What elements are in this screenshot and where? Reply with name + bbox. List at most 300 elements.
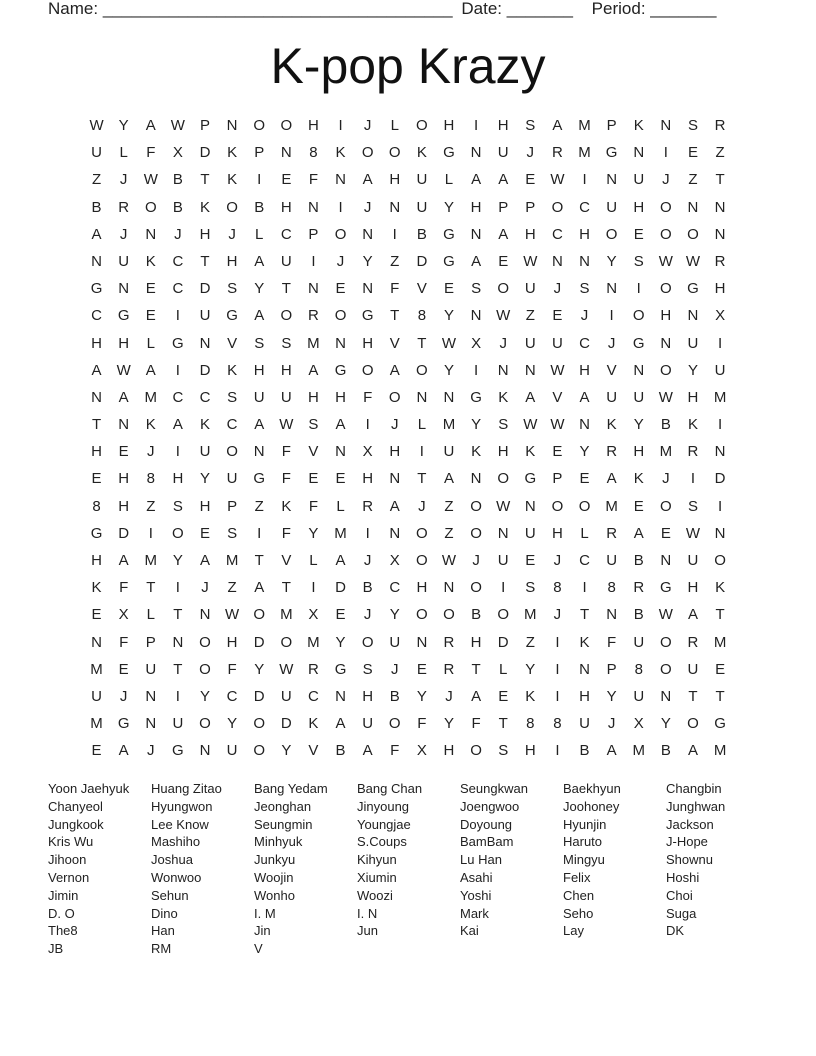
- grid-cell[interactable]: U: [280, 687, 292, 705]
- grid-cell[interactable]: O: [388, 715, 401, 733]
- grid-cell[interactable]: K: [579, 633, 590, 651]
- grid-cell[interactable]: A: [172, 416, 183, 434]
- grid-cell[interactable]: N: [145, 715, 157, 733]
- grid-cell[interactable]: C: [172, 252, 184, 270]
- grid-cell[interactable]: F: [363, 388, 373, 406]
- grid-cell[interactable]: R: [687, 443, 699, 461]
- grid-cell[interactable]: H: [308, 117, 319, 134]
- grid-cell[interactable]: U: [443, 443, 455, 461]
- grid-cell[interactable]: Z: [444, 497, 454, 515]
- grid-cell[interactable]: I: [365, 524, 370, 542]
- grid-cell[interactable]: Y: [525, 660, 536, 678]
- grid-cell[interactable]: J: [662, 171, 670, 189]
- grid-cell[interactable]: L: [417, 416, 427, 434]
- grid-cell[interactable]: X: [172, 144, 183, 162]
- grid-cell[interactable]: O: [199, 660, 211, 678]
- grid-cell[interactable]: H: [443, 742, 455, 760]
- grid-cell[interactable]: F: [308, 497, 319, 515]
- grid-cell[interactable]: N: [145, 225, 157, 243]
- grid-cell[interactable]: U: [497, 144, 509, 162]
- grid-cell[interactable]: E: [633, 497, 644, 515]
- grid-cell[interactable]: G: [90, 280, 103, 298]
- grid-cell[interactable]: P: [254, 144, 265, 162]
- grid-cell[interactable]: D: [199, 280, 211, 298]
- grid-cell[interactable]: D: [199, 361, 211, 379]
- grid-cell[interactable]: Z: [390, 252, 400, 270]
- grid-cell[interactable]: Y: [199, 470, 210, 488]
- grid-cell[interactable]: B: [660, 742, 671, 760]
- grid-cell[interactable]: J: [228, 225, 236, 243]
- grid-cell[interactable]: N: [389, 524, 401, 542]
- grid-cell[interactable]: O: [605, 225, 618, 243]
- grid-cell[interactable]: J: [445, 687, 453, 705]
- grid-cell[interactable]: F: [119, 579, 129, 597]
- grid-cell[interactable]: U: [362, 715, 374, 733]
- grid-cell[interactable]: I: [175, 687, 180, 705]
- grid-cell[interactable]: S: [525, 117, 536, 134]
- grid-cell[interactable]: A: [118, 552, 129, 569]
- grid-cell[interactable]: U: [416, 198, 428, 216]
- grid-cell[interactable]: N: [389, 470, 401, 488]
- grid-cell[interactable]: 8: [553, 715, 562, 733]
- grid-cell[interactable]: H: [579, 361, 590, 379]
- grid-cell[interactable]: M: [90, 660, 103, 678]
- grid-cell[interactable]: N: [308, 280, 319, 298]
- grid-cell[interactable]: L: [336, 497, 345, 515]
- grid-cell[interactable]: J: [580, 307, 589, 325]
- grid-cell[interactable]: K: [281, 497, 292, 515]
- grid-cell[interactable]: S: [579, 280, 590, 298]
- grid-cell[interactable]: Y: [254, 280, 265, 298]
- grid-cell[interactable]: A: [389, 497, 400, 515]
- grid-cell[interactable]: 8: [607, 579, 616, 597]
- grid-cell[interactable]: M: [90, 715, 103, 733]
- grid-cell[interactable]: N: [714, 225, 726, 243]
- grid-cell[interactable]: S: [525, 579, 536, 597]
- grid-cell[interactable]: N: [416, 633, 428, 651]
- grid-cell[interactable]: Y: [416, 687, 427, 705]
- grid-cell[interactable]: D: [714, 470, 726, 488]
- grid-cell[interactable]: O: [551, 198, 564, 216]
- grid-cell[interactable]: E: [443, 280, 454, 298]
- grid-cell[interactable]: S: [633, 252, 644, 270]
- grid-cell[interactable]: Y: [254, 660, 265, 678]
- grid-cell[interactable]: A: [362, 742, 373, 760]
- grid-cell[interactable]: U: [633, 388, 645, 406]
- grid-cell[interactable]: A: [687, 742, 698, 760]
- grid-cell[interactable]: H: [280, 361, 292, 379]
- grid-cell[interactable]: B: [633, 606, 644, 624]
- grid-cell[interactable]: J: [391, 416, 399, 434]
- grid-cell[interactable]: K: [199, 198, 210, 216]
- grid-cell[interactable]: N: [551, 252, 563, 270]
- grid-cell[interactable]: H: [497, 117, 509, 134]
- grid-cell[interactable]: H: [714, 280, 726, 298]
- grid-cell[interactable]: 8: [553, 579, 562, 597]
- grid-cell[interactable]: Y: [579, 443, 590, 461]
- grid-cell[interactable]: V: [308, 742, 319, 760]
- grid-cell[interactable]: Y: [389, 606, 400, 624]
- grid-cell[interactable]: N: [145, 687, 157, 705]
- grid-cell[interactable]: J: [147, 742, 155, 760]
- grid-cell[interactable]: S: [308, 416, 319, 434]
- grid-cell[interactable]: C: [91, 307, 102, 325]
- grid-cell[interactable]: W: [89, 117, 104, 134]
- grid-cell[interactable]: N: [470, 470, 482, 488]
- grid-cell[interactable]: Y: [606, 252, 617, 270]
- grid-cell[interactable]: N: [524, 497, 536, 515]
- grid-cell[interactable]: D: [199, 144, 211, 162]
- grid-cell[interactable]: I: [148, 524, 153, 542]
- grid-cell[interactable]: B: [91, 198, 102, 216]
- grid-cell[interactable]: 8: [309, 144, 318, 162]
- grid-cell[interactable]: J: [119, 225, 128, 243]
- grid-cell[interactable]: N: [335, 443, 346, 461]
- grid-cell[interactable]: W: [441, 334, 457, 352]
- grid-cell[interactable]: Y: [308, 524, 319, 542]
- grid-cell[interactable]: N: [226, 117, 238, 134]
- grid-cell[interactable]: H: [687, 579, 699, 597]
- grid-cell[interactable]: K: [687, 416, 698, 434]
- grid-cell[interactable]: O: [497, 280, 510, 298]
- grid-cell[interactable]: C: [579, 198, 590, 216]
- grid-cell[interactable]: R: [443, 633, 455, 651]
- grid-cell[interactable]: O: [361, 633, 374, 651]
- grid-cell[interactable]: C: [579, 552, 590, 569]
- grid-cell[interactable]: W: [523, 252, 538, 270]
- grid-cell[interactable]: P: [145, 633, 156, 651]
- grid-cell[interactable]: O: [551, 497, 564, 515]
- grid-cell[interactable]: T: [417, 334, 427, 352]
- grid-cell[interactable]: I: [555, 633, 560, 651]
- grid-cell[interactable]: I: [311, 252, 316, 270]
- grid-cell[interactable]: O: [660, 660, 672, 678]
- grid-cell[interactable]: X: [308, 606, 319, 624]
- grid-cell[interactable]: Y: [335, 633, 346, 651]
- grid-cell[interactable]: X: [471, 334, 482, 352]
- grid-cell[interactable]: L: [146, 334, 155, 352]
- grid-cell[interactable]: G: [172, 742, 184, 760]
- grid-cell[interactable]: H: [633, 198, 645, 216]
- grid-cell[interactable]: K: [633, 470, 644, 488]
- name-field[interactable]: [48, 0, 453, 18]
- grid-cell[interactable]: G: [117, 715, 130, 733]
- grid-cell[interactable]: E: [552, 307, 563, 325]
- grid-cell[interactable]: U: [91, 144, 102, 162]
- grid-cell[interactable]: N: [470, 144, 482, 162]
- grid-cell[interactable]: H: [91, 334, 102, 352]
- grid-cell[interactable]: J: [418, 497, 426, 515]
- grid-cell[interactable]: M: [144, 388, 158, 406]
- grid-cell[interactable]: O: [172, 524, 184, 542]
- grid-cell[interactable]: K: [715, 579, 726, 597]
- grid-cell[interactable]: O: [470, 742, 482, 760]
- grid-cell[interactable]: P: [199, 117, 210, 134]
- grid-cell[interactable]: N: [389, 198, 401, 216]
- grid-cell[interactable]: S: [687, 117, 698, 134]
- grid-cell[interactable]: O: [226, 198, 238, 216]
- grid-cell[interactable]: K: [471, 443, 482, 461]
- grid-cell[interactable]: J: [499, 334, 507, 352]
- grid-cell[interactable]: N: [633, 361, 645, 379]
- grid-cell[interactable]: N: [660, 117, 672, 134]
- grid-cell[interactable]: T: [715, 687, 725, 705]
- grid-cell[interactable]: B: [335, 742, 346, 760]
- grid-cell[interactable]: M: [307, 633, 320, 651]
- grid-cell[interactable]: N: [606, 171, 618, 189]
- grid-cell[interactable]: G: [90, 524, 103, 542]
- grid-cell[interactable]: O: [388, 388, 401, 406]
- grid-cell[interactable]: A: [498, 225, 509, 243]
- grid-cell[interactable]: C: [226, 687, 238, 705]
- grid-cell[interactable]: I: [175, 579, 180, 597]
- grid-cell[interactable]: C: [551, 225, 563, 243]
- grid-cell[interactable]: E: [416, 660, 427, 678]
- grid-cell[interactable]: T: [173, 606, 183, 624]
- grid-cell[interactable]: U: [280, 252, 292, 270]
- grid-cell[interactable]: H: [362, 687, 374, 705]
- grid-cell[interactable]: O: [253, 117, 266, 134]
- grid-cell[interactable]: L: [119, 144, 128, 162]
- grid-cell[interactable]: A: [606, 470, 617, 488]
- grid-cell[interactable]: O: [226, 443, 238, 461]
- grid-cell[interactable]: W: [279, 416, 294, 434]
- grid-cell[interactable]: A: [579, 388, 590, 406]
- grid-cell[interactable]: T: [579, 606, 590, 624]
- grid-cell[interactable]: K: [91, 579, 102, 597]
- grid-cell[interactable]: R: [687, 633, 699, 651]
- grid-cell[interactable]: X: [633, 715, 644, 733]
- grid-cell[interactable]: M: [144, 552, 158, 569]
- grid-cell[interactable]: T: [200, 171, 210, 189]
- grid-cell[interactable]: G: [524, 470, 537, 488]
- grid-cell[interactable]: A: [606, 742, 617, 760]
- grid-cell[interactable]: I: [582, 171, 587, 189]
- grid-cell[interactable]: W: [550, 361, 565, 379]
- grid-cell[interactable]: F: [281, 470, 291, 488]
- grid-cell[interactable]: R: [606, 524, 618, 542]
- grid-cell[interactable]: P: [498, 198, 509, 216]
- grid-cell[interactable]: B: [633, 552, 644, 569]
- grid-cell[interactable]: E: [335, 280, 346, 298]
- grid-cell[interactable]: Z: [715, 144, 725, 162]
- grid-cell[interactable]: X: [416, 742, 427, 760]
- grid-cell[interactable]: I: [555, 742, 560, 760]
- grid-cell[interactable]: U: [280, 388, 292, 406]
- grid-cell[interactable]: H: [579, 687, 590, 705]
- grid-cell[interactable]: N: [470, 225, 482, 243]
- grid-cell[interactable]: A: [254, 252, 265, 270]
- grid-cell[interactable]: I: [392, 225, 397, 243]
- grid-cell[interactable]: U: [416, 171, 428, 189]
- grid-cell[interactable]: F: [390, 742, 400, 760]
- grid-cell[interactable]: G: [605, 144, 618, 162]
- grid-cell[interactable]: M: [225, 552, 239, 569]
- grid-cell[interactable]: J: [526, 144, 535, 162]
- grid-cell[interactable]: P: [606, 660, 617, 678]
- grid-cell[interactable]: C: [172, 280, 184, 298]
- grid-cell[interactable]: U: [606, 552, 618, 569]
- grid-cell[interactable]: I: [311, 579, 316, 597]
- grid-cell[interactable]: H: [660, 307, 672, 325]
- grid-cell[interactable]: Y: [660, 715, 671, 733]
- grid-cell[interactable]: O: [470, 524, 482, 542]
- grid-cell[interactable]: G: [226, 307, 238, 325]
- grid-cell[interactable]: Z: [146, 497, 156, 515]
- grid-cell[interactable]: E: [335, 470, 346, 488]
- grid-cell[interactable]: W: [116, 361, 131, 379]
- grid-cell[interactable]: E: [91, 742, 102, 760]
- grid-cell[interactable]: O: [660, 198, 672, 216]
- grid-cell[interactable]: N: [416, 388, 428, 406]
- grid-cell[interactable]: I: [175, 361, 180, 379]
- grid-cell[interactable]: A: [118, 388, 129, 406]
- grid-cell[interactable]: Y: [172, 552, 183, 569]
- grid-cell[interactable]: M: [578, 144, 591, 162]
- grid-cell[interactable]: O: [416, 606, 428, 624]
- grid-cell[interactable]: F: [607, 633, 617, 651]
- grid-cell[interactable]: V: [416, 280, 427, 298]
- grid-cell[interactable]: L: [309, 552, 318, 569]
- grid-cell[interactable]: X: [715, 307, 726, 325]
- grid-cell[interactable]: U: [606, 388, 618, 406]
- grid-cell[interactable]: W: [143, 171, 158, 189]
- grid-cell[interactable]: Y: [606, 687, 617, 705]
- grid-cell[interactable]: E: [715, 660, 726, 678]
- grid-cell[interactable]: E: [118, 660, 129, 678]
- grid-cell[interactable]: A: [335, 416, 346, 434]
- grid-cell[interactable]: T: [281, 579, 291, 597]
- grid-cell[interactable]: T: [715, 606, 725, 624]
- grid-cell[interactable]: O: [497, 606, 510, 624]
- grid-cell[interactable]: U: [389, 633, 401, 651]
- grid-cell[interactable]: P: [308, 225, 319, 243]
- grid-cell[interactable]: R: [606, 443, 618, 461]
- grid-cell[interactable]: K: [633, 117, 644, 134]
- grid-cell[interactable]: N: [280, 144, 292, 162]
- grid-cell[interactable]: G: [714, 715, 726, 733]
- grid-cell[interactable]: W: [658, 252, 673, 270]
- grid-cell[interactable]: N: [443, 579, 455, 597]
- grid-cell[interactable]: C: [389, 579, 401, 597]
- grid-cell[interactable]: I: [690, 470, 696, 488]
- grid-cell[interactable]: 8: [92, 497, 101, 515]
- grid-cell[interactable]: L: [390, 117, 399, 134]
- grid-cell[interactable]: O: [361, 361, 374, 379]
- grid-cell[interactable]: K: [145, 416, 156, 434]
- grid-cell[interactable]: W: [685, 252, 701, 270]
- grid-cell[interactable]: U: [524, 334, 536, 352]
- grid-cell[interactable]: V: [281, 552, 292, 569]
- grid-cell[interactable]: G: [687, 280, 699, 298]
- grid-cell[interactable]: Z: [688, 171, 698, 189]
- grid-cell[interactable]: W: [225, 606, 240, 624]
- grid-cell[interactable]: W: [550, 171, 565, 189]
- grid-cell[interactable]: I: [175, 307, 180, 325]
- grid-cell[interactable]: E: [498, 687, 509, 705]
- grid-cell[interactable]: W: [170, 117, 185, 134]
- grid-cell[interactable]: Y: [362, 252, 373, 270]
- grid-cell[interactable]: S: [687, 497, 698, 515]
- grid-cell[interactable]: N: [714, 443, 726, 461]
- grid-cell[interactable]: T: [91, 416, 102, 434]
- grid-cell[interactable]: H: [118, 470, 130, 488]
- grid-cell[interactable]: E: [145, 280, 156, 298]
- grid-cell[interactable]: A: [145, 117, 156, 134]
- grid-cell[interactable]: P: [227, 497, 238, 515]
- grid-cell[interactable]: U: [633, 687, 645, 705]
- grid-cell[interactable]: R: [118, 198, 130, 216]
- grid-cell[interactable]: W: [550, 416, 565, 434]
- grid-cell[interactable]: W: [685, 524, 701, 542]
- grid-cell[interactable]: A: [471, 687, 482, 705]
- grid-cell[interactable]: B: [389, 687, 400, 705]
- grid-cell[interactable]: U: [579, 715, 590, 733]
- grid-cell[interactable]: K: [498, 388, 509, 406]
- grid-cell[interactable]: K: [227, 361, 238, 379]
- grid-cell[interactable]: O: [199, 715, 211, 733]
- grid-cell[interactable]: R: [362, 497, 374, 515]
- grid-cell[interactable]: I: [257, 171, 262, 189]
- grid-cell[interactable]: E: [633, 225, 644, 243]
- grid-cell[interactable]: B: [172, 171, 183, 189]
- grid-cell[interactable]: D: [497, 633, 509, 651]
- grid-cell[interactable]: J: [553, 552, 562, 569]
- grid-cell[interactable]: G: [117, 307, 130, 325]
- grid-cell[interactable]: Y: [118, 117, 129, 134]
- grid-cell[interactable]: S: [498, 416, 509, 434]
- grid-cell[interactable]: N: [714, 524, 726, 542]
- grid-cell[interactable]: I: [717, 334, 723, 352]
- grid-cell[interactable]: O: [660, 225, 672, 243]
- grid-cell[interactable]: N: [579, 660, 590, 678]
- grid-cell[interactable]: F: [471, 715, 481, 733]
- grid-cell[interactable]: G: [660, 579, 672, 597]
- grid-cell[interactable]: A: [633, 524, 644, 542]
- grid-cell[interactable]: I: [338, 117, 343, 134]
- grid-cell[interactable]: H: [687, 388, 699, 406]
- period-field[interactable]: [592, 0, 717, 18]
- grid-cell[interactable]: A: [254, 416, 265, 434]
- grid-cell[interactable]: J: [119, 687, 128, 705]
- grid-cell[interactable]: J: [607, 334, 616, 352]
- grid-cell[interactable]: H: [280, 198, 292, 216]
- grid-cell[interactable]: S: [362, 660, 373, 678]
- grid-cell[interactable]: O: [497, 470, 510, 488]
- grid-cell[interactable]: O: [334, 307, 347, 325]
- grid-cell[interactable]: Y: [443, 307, 454, 325]
- grid-cell[interactable]: B: [254, 198, 265, 216]
- grid-cell[interactable]: N: [660, 687, 672, 705]
- grid-cell[interactable]: N: [579, 252, 590, 270]
- grid-cell[interactable]: N: [443, 388, 455, 406]
- grid-cell[interactable]: U: [199, 443, 211, 461]
- grid-cell[interactable]: D: [335, 579, 346, 597]
- grid-cell[interactable]: N: [362, 280, 374, 298]
- grid-cell[interactable]: U: [714, 361, 726, 379]
- grid-cell[interactable]: U: [226, 742, 238, 760]
- grid-cell[interactable]: I: [555, 687, 560, 705]
- grid-cell[interactable]: R: [308, 307, 319, 325]
- grid-cell[interactable]: H: [470, 198, 482, 216]
- grid-cell[interactable]: E: [91, 470, 102, 488]
- grid-cell[interactable]: J: [472, 552, 480, 569]
- grid-cell[interactable]: N: [470, 307, 482, 325]
- grid-cell[interactable]: U: [524, 524, 536, 542]
- grid-cell[interactable]: D: [280, 715, 292, 733]
- grid-cell[interactable]: A: [471, 171, 482, 189]
- grid-cell[interactable]: Y: [281, 742, 292, 760]
